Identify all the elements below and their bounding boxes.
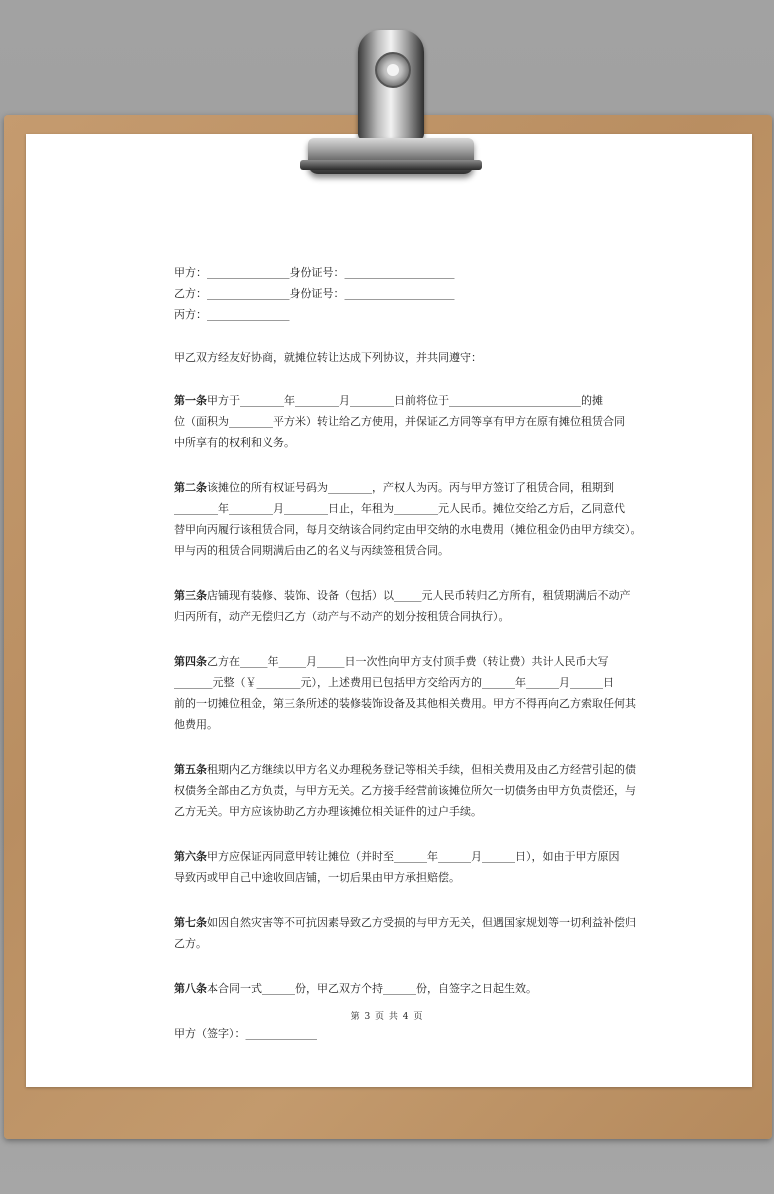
article-text: _______元整（￥________元），上述费用已包括甲方交给丙方的______年______月______日: [174, 676, 614, 689]
article-text: 前的一切摊位租金，第三条所述的装修装饰设备及其他相关费用。甲方不得再向乙方索取任何其: [174, 697, 636, 710]
article-3: [174, 585, 631, 627]
article-text: 甲方应保证丙同意甲转让摊位（并时至______年______月______日），如由于甲方原因: [207, 850, 620, 863]
party-b-line: 乙方：_______________身份证号：____________________: [174, 287, 455, 300]
article-text: 替甲向丙履行该租赁合同，每月交纳该合同约定由甲交纳的水电费用（摊位租金仍由甲方续交）。: [174, 523, 642, 536]
article-1: [174, 390, 625, 453]
article-text: 中所享有的权利和义务。: [174, 436, 295, 449]
article-6: [174, 846, 620, 888]
article-title: 第八条: [174, 982, 207, 995]
article-text: 他费用。: [174, 718, 218, 731]
article-text: 如因自然灾害等不可抗因素导致乙方受损的与甲方无关，但遇国家规划等一切利益补偿归: [207, 916, 636, 929]
article-text: 归丙所有，动产无偿归乙方（动产与不动产的划分按租赁合同执行）。: [174, 610, 510, 623]
article-text: ________年________月________日止，年租为________元人民币。摊位交给乙方后，乙同意代: [174, 502, 625, 515]
article-title: 第四条: [174, 655, 207, 668]
binder-clip-rivet: [375, 52, 411, 88]
article-8: [174, 978, 614, 999]
article-title: 第六条: [174, 850, 207, 863]
article-text: 租期内乙方继续以甲方名义办理税务登记等相关手续，但相关费用及由乙方经营引起的债: [207, 763, 636, 776]
article-title: 第五条: [174, 763, 207, 776]
article-title: 第二条: [174, 481, 207, 494]
article-5: [174, 759, 636, 822]
article-4: [174, 651, 636, 735]
article-text: 店铺现有装修、装饰、设备（包括）以_____元人民币转归乙方所有，租赁期满后不动产: [207, 589, 631, 602]
article-text: 乙方。: [174, 937, 207, 950]
party-a-signature-line: 甲方（签字）：_____________: [174, 1027, 317, 1040]
article-text: 乙方无关。甲方应该协助乙方办理该摊位相关证件的过户手续。: [174, 805, 482, 818]
article-text: 该摊位的所有权证号码为________，产权人为丙。丙与甲方签订了租赁合同，租期到: [207, 481, 614, 494]
party-a-line: 甲方：_______________身份证号：____________________: [174, 266, 455, 279]
article-title: 第七条: [174, 916, 207, 929]
page-number: 第 3 页 共 4 页: [350, 1012, 424, 1022]
article-2: [174, 477, 642, 561]
party-c-line: 丙方：_______________: [174, 308, 290, 321]
article-text: 权债务全部由乙方负责，与甲方无关。乙方接手经营前该摊位所欠一切债务由甲方负责偿还，与: [174, 784, 636, 797]
article-7: [174, 912, 636, 954]
article-title: 第三条: [174, 589, 207, 602]
article-text: 甲与丙的租赁合同期满后由乙的名义与丙续签租赁合同。: [174, 544, 449, 557]
article-title: 第一条: [174, 394, 207, 407]
contract-intro: 甲乙双方经友好协商，就摊位转让达成下列协议，并共同遵守：: [174, 351, 482, 364]
contract-body: [174, 262, 642, 1044]
article-text: 本合同一式______份，甲乙双方个持______份，自签字之日起生效。: [207, 982, 537, 995]
article-text: 位（面积为________平方米）转让给乙方使用，并保证乙方同等享有甲方在原有摊位租赁合同: [174, 415, 625, 428]
binder-clip-lip: [300, 160, 482, 170]
article-text: 导致丙或甲自己中途收回店铺，一切后果由甲方承担赔偿。: [174, 871, 460, 884]
article-text: 甲方于________年________月________日前将位于________________________的摊: [207, 394, 603, 407]
article-text: 乙方在_____年_____月_____日一次性向甲方支付顶手费（转让费）共计人民币大写: [207, 655, 609, 668]
